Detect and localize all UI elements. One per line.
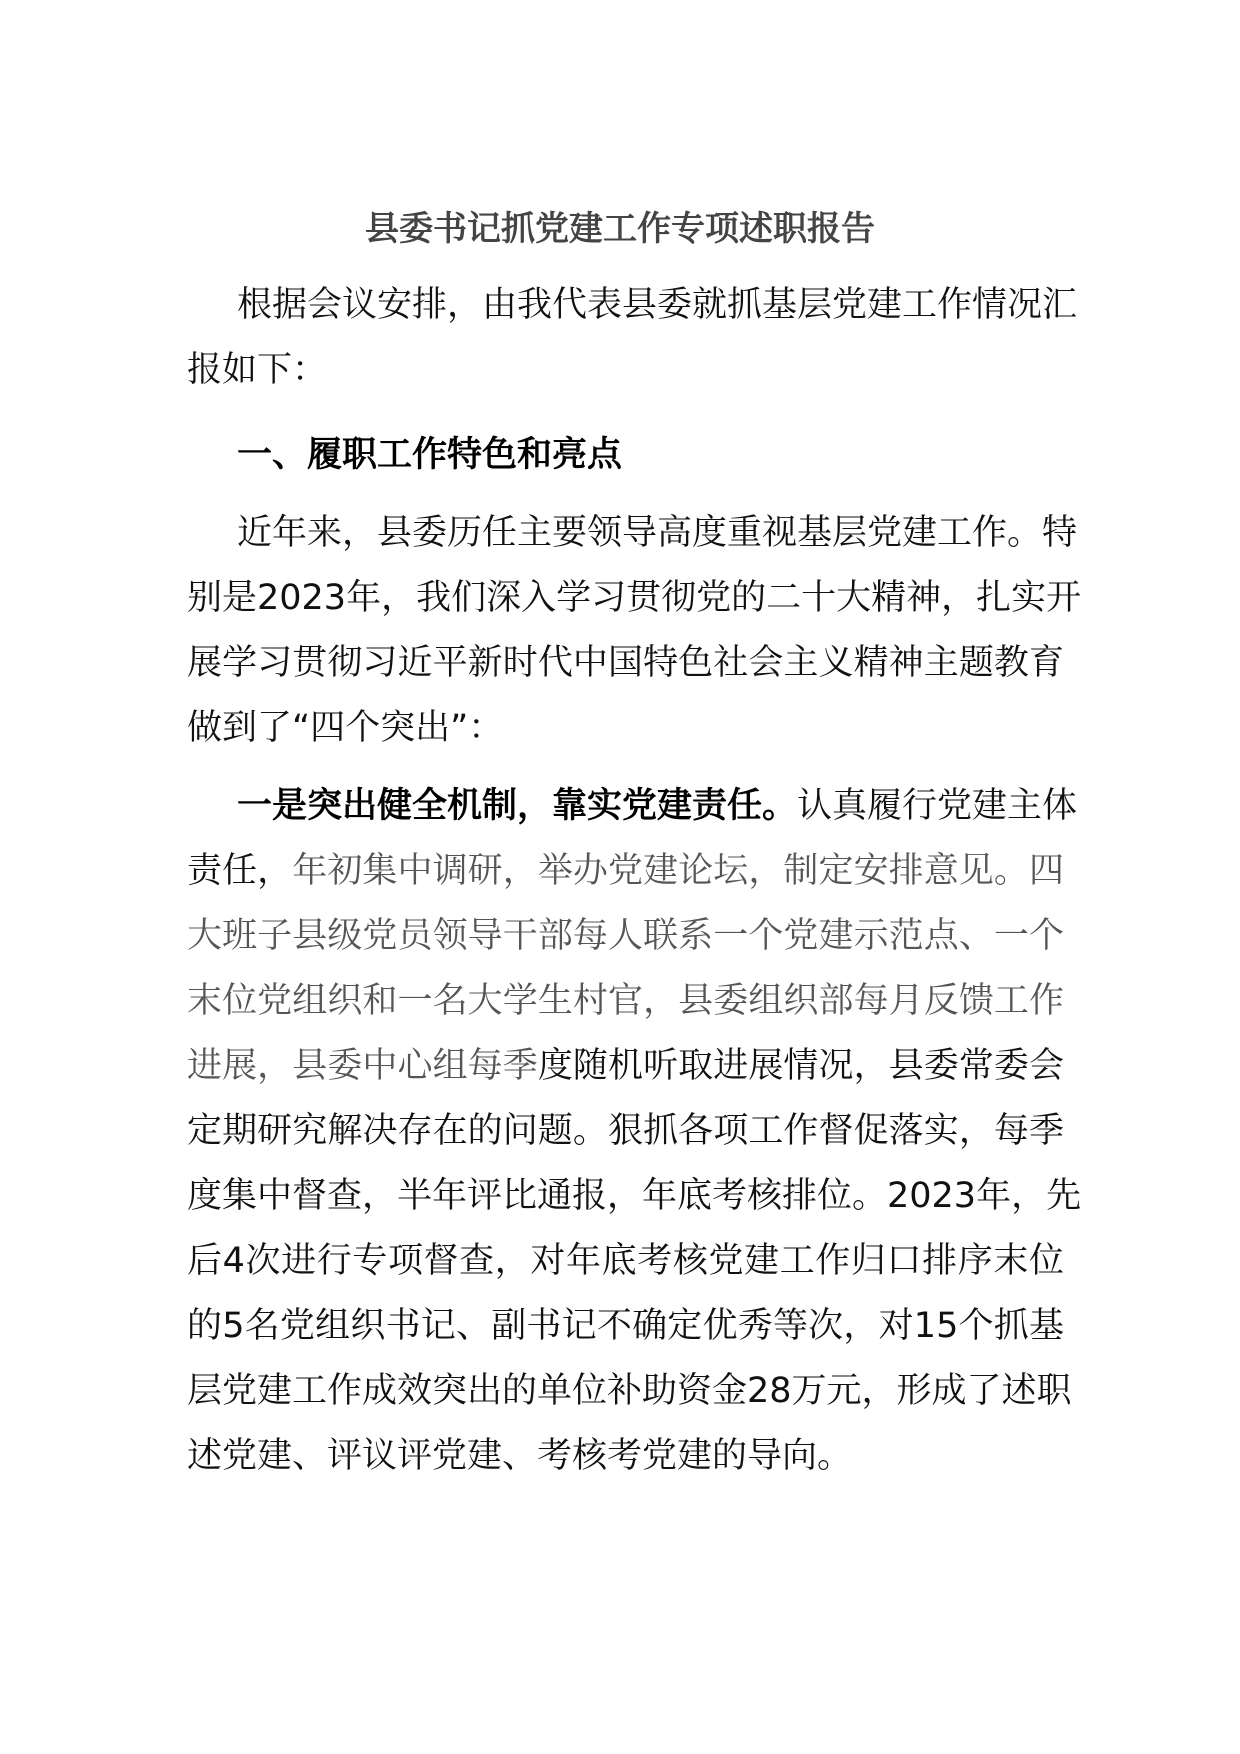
text-line	[187, 1294, 1064, 1359]
paragraph-intro	[187, 273, 1078, 403]
text-segment: 责任，	[187, 851, 293, 891]
text-line	[187, 1424, 1064, 1489]
text-segment: 度随机听取进展情况，县委常委会	[537, 1046, 1064, 1086]
bold-text: 一是突出健全机制，靠实党建责任。	[237, 786, 798, 826]
text-segment: 末位党组织和一名大学生村官，县委组织部每月反馈工作	[187, 981, 1064, 1021]
text-line	[187, 631, 1064, 696]
text-line	[187, 839, 1064, 904]
text-segment: 大班子县级党员领导干部每人联系一个党建示范点、一个	[187, 916, 1064, 956]
text-line	[187, 1099, 1064, 1164]
text-segment: 报如下：	[187, 350, 328, 390]
text-segment: 层党建工作成效突出的单位补助资金28万元，形成了述职	[187, 1371, 1072, 1411]
section-heading	[187, 423, 1064, 488]
text-segment: 进展，县委中心组每季	[187, 1046, 538, 1086]
paragraph-point-1	[187, 774, 1082, 1489]
text-line	[187, 566, 1082, 631]
paragraph-overview	[187, 501, 1082, 761]
text-line	[187, 1034, 1064, 1099]
text-segment: 定期研究解决存在的问题。狠抓各项工作督促落实，每季	[187, 1111, 1064, 1151]
text-segment: 认真履行党建主体	[797, 786, 1078, 826]
text-segment: 后4次进行专项督查，对年底考核党建工作归口排序末位	[187, 1241, 1064, 1281]
text-segment: 述党建、评议评党建、考核考党建的导向。	[187, 1436, 853, 1476]
text-segment: 度集中督查，半年评比通报，年底考核排位。2023年，先	[187, 1176, 1082, 1216]
text-line	[187, 1229, 1064, 1294]
text-line	[187, 423, 1064, 488]
text-line	[187, 774, 1078, 839]
text-segment: 年初集中调研，举办党建论坛，制定安排意见。四	[292, 851, 1064, 891]
text-line	[187, 338, 1064, 403]
text-line	[187, 1359, 1072, 1424]
text-line	[187, 696, 1064, 761]
text-segment: 根据会议安排，由我代表县委就抓基层党建工作情况汇	[237, 285, 1078, 325]
document-title: 县委书记抓党建工作专项述职报告	[365, 209, 875, 249]
text-line	[187, 969, 1064, 1034]
text-line	[187, 1164, 1082, 1229]
text-line	[187, 501, 1078, 566]
text-segment: 做到了“四个突出”：	[187, 708, 504, 748]
text-segment: 的5名党组织书记、副书记不确定优秀等次，对15个抓基	[187, 1306, 1064, 1346]
text-line	[187, 904, 1064, 969]
text-segment: 展学习贯彻习近平新时代中国特色社会主义精神主题教育	[187, 643, 1064, 683]
text-segment: 别是2023年，我们深入学习贯彻党的二十大精神，扎实开	[187, 578, 1082, 618]
text-line	[187, 273, 1078, 338]
bold-text: 一、履职工作特色和亮点	[237, 435, 623, 475]
text-segment: 近年来，县委历任主要领导高度重视基层党建工作。特	[237, 513, 1078, 553]
